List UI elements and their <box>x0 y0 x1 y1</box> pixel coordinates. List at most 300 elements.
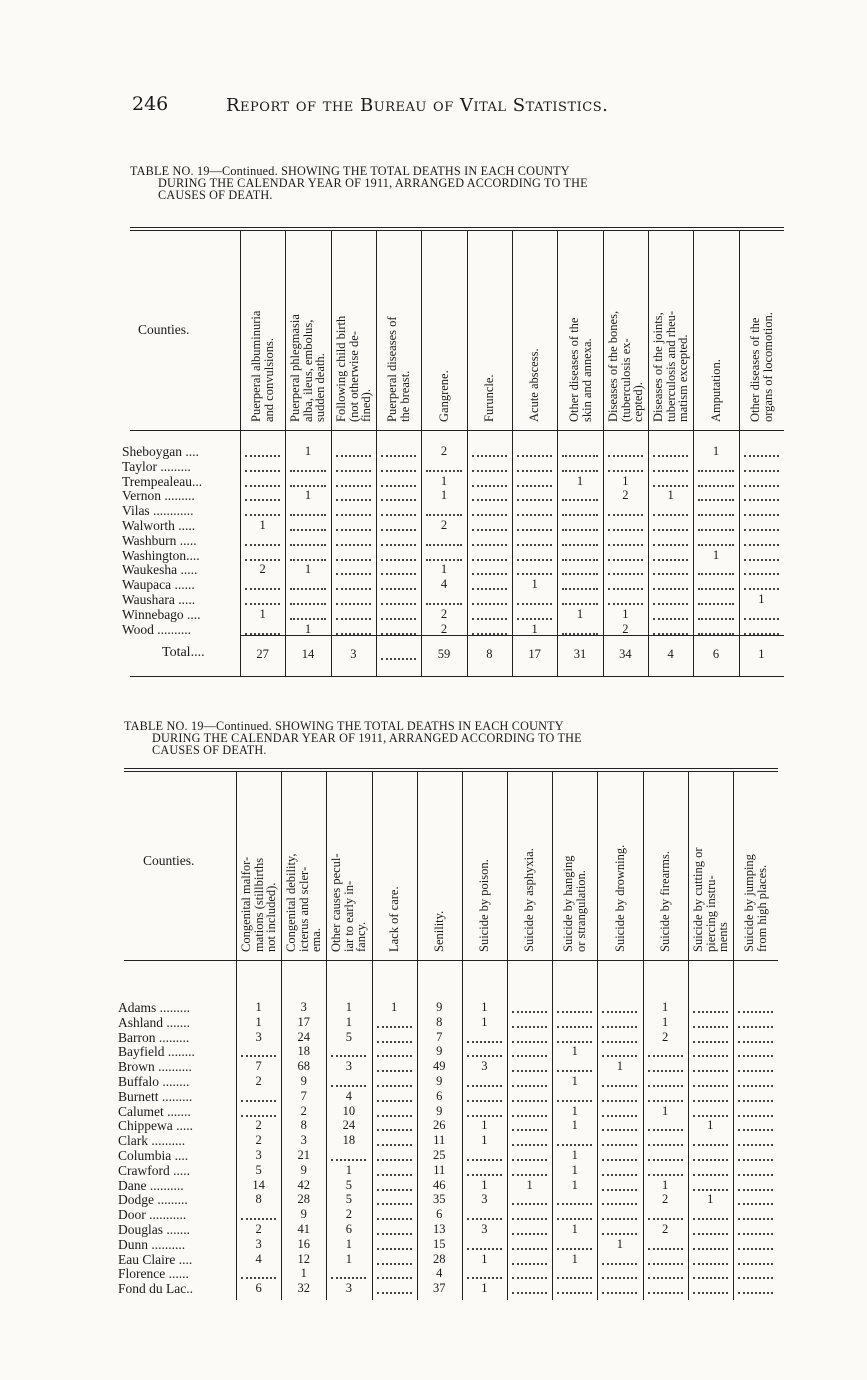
table2-empty-cell-dots <box>602 1263 637 1265</box>
table2-col-header-line: Senility. <box>432 910 446 952</box>
table2-empty-cell-dots <box>693 1248 728 1250</box>
table1-col-header-line: Amputation. <box>708 359 723 422</box>
table1-county-name: Taylor ......... <box>122 458 191 474</box>
table1-empty-cell-dots <box>245 588 280 590</box>
table2-empty-cell-dots <box>648 1218 683 1220</box>
table2-empty-cell-dots <box>648 1129 683 1131</box>
table1-empty-cell-dots <box>698 603 733 605</box>
table1-empty-cell-dots <box>381 603 416 605</box>
table2-col-header-line: Congenital malfor- <box>238 856 253 952</box>
table1-top-rule <box>130 227 784 228</box>
table2-empty-cell-dots <box>557 1070 592 1072</box>
table2-cell: 1 <box>481 1118 488 1133</box>
table2-cell: 24 <box>342 1118 356 1133</box>
table2-empty-cell-dots <box>241 1115 276 1117</box>
table2-empty-cell-dots <box>377 1115 412 1117</box>
table1-empty-cell-dots <box>290 544 325 546</box>
table2-empty-cell-dots <box>467 1218 502 1220</box>
table2-header-rule <box>124 960 778 961</box>
table2-top-rule-2 <box>124 771 778 772</box>
table2-empty-cell-dots <box>377 1203 412 1205</box>
table2-top-rule <box>124 768 778 769</box>
table2-empty-cell-dots <box>602 1189 637 1191</box>
table1-col-divider <box>739 231 740 676</box>
table2-col-header <box>240 857 278 952</box>
table2-empty-cell-dots <box>512 1026 547 1028</box>
table2-empty-cell-dots <box>377 1218 412 1220</box>
table2-cell: 2 <box>661 1029 669 1044</box>
table2-col-divider <box>507 772 508 1300</box>
table1-empty-cell-dots <box>562 514 597 516</box>
table1-cell: 2 <box>622 621 629 636</box>
table2-col-divider <box>733 772 734 1300</box>
table1-empty-cell-dots <box>653 529 688 531</box>
table2-cell: 1 <box>616 1236 624 1251</box>
table2-cell: 18 <box>297 1044 310 1059</box>
table1-county-name: Waukesha ..... <box>122 562 198 578</box>
table1-total-cell: 6 <box>712 647 720 661</box>
table1-empty-cell-dots <box>245 455 280 457</box>
table1-col-header-line: Puerperal albuminuria <box>249 310 264 422</box>
table1-col-header-line: fined). <box>358 389 373 422</box>
table1-empty-cell-dots <box>653 455 688 457</box>
table2-empty-cell-dots <box>693 1011 728 1013</box>
table2-col-header-line: mations (stillbirths <box>251 857 266 952</box>
table1-col-header-line: matism excepted. <box>675 334 690 422</box>
table2-cell: 3 <box>255 1029 262 1044</box>
table2-county-name: Columbia .... <box>118 1148 189 1163</box>
table2-empty-cell-dots <box>693 1100 728 1102</box>
table2-empty-cell-dots <box>738 1144 773 1146</box>
table2-cell: 3 <box>255 1148 262 1162</box>
table2-empty-cell-dots <box>557 1041 592 1043</box>
table2-cell: 14 <box>252 1177 265 1192</box>
table1-empty-cell-dots <box>698 514 733 516</box>
table2-empty-cell-dots <box>557 1248 592 1250</box>
table2-empty-cell-dots <box>512 1041 547 1043</box>
table2-empty-cell-dots <box>377 1263 412 1265</box>
table2-empty-cell-dots <box>512 1233 547 1235</box>
table2-empty-cell-dots <box>648 1277 683 1279</box>
table2-col-header-line: Suicide by firearms. <box>657 850 672 952</box>
table2-empty-cell-dots <box>738 1248 773 1250</box>
table2-empty-cell-dots <box>512 1055 547 1057</box>
table2-cell: 5 <box>345 1177 353 1192</box>
table1-empty-cell-dots <box>744 485 779 487</box>
table2-caption-line2: DURING THE CALENDAR YEAR OF 1911, ARRANGED ACCORDING TO THE <box>152 731 582 745</box>
table2-county-name: Dane .......... <box>118 1177 184 1193</box>
table2-empty-cell-dots <box>602 1011 637 1013</box>
table1-col-divider <box>467 231 468 676</box>
table2-county-name: Clark .......... <box>118 1133 186 1149</box>
table2-cell: 5 <box>345 1192 353 1207</box>
table1-empty-cell-dots <box>472 544 507 546</box>
table2-cell: 9 <box>300 1207 307 1222</box>
table2-col-header <box>388 886 401 952</box>
table2-empty-cell-dots <box>512 1115 547 1117</box>
table2-col-header <box>523 848 536 952</box>
table1-empty-cell-dots <box>472 618 507 620</box>
table2-col-header <box>330 853 368 952</box>
table1-total-cell: 1 <box>758 647 765 661</box>
table2-empty-cell-dots <box>377 1248 412 1250</box>
table1-empty-cell-dots <box>472 499 507 501</box>
table2-col-header-line: piercing instru- <box>703 875 717 952</box>
table1-col-header <box>710 359 723 422</box>
table2-empty-cell-dots <box>557 1144 592 1146</box>
table2-col-header-line: ema. <box>309 928 323 952</box>
table2-empty-cell-dots <box>377 1070 412 1072</box>
table1-county-name: Waushara ..... <box>122 592 196 607</box>
table2-empty-cell-dots <box>738 1085 773 1087</box>
table2-empty-cell-dots <box>693 1085 728 1087</box>
table1-empty-cell-dots <box>472 588 507 590</box>
table1-empty-cell-dots <box>744 588 779 590</box>
table1-empty-cell-dots <box>517 573 552 575</box>
table2-cell: 1 <box>661 1000 669 1014</box>
table2-cell: 1 <box>300 1266 307 1281</box>
table2-empty-cell-dots <box>241 1218 276 1220</box>
table2-empty-cell-dots <box>693 1218 728 1220</box>
table1-cell: 1 <box>622 473 629 488</box>
table1-col-header-line: and convulsions. <box>261 337 276 422</box>
table1-cell: 2 <box>440 621 448 636</box>
table2-cell: 46 <box>432 1177 446 1192</box>
table1-county-name: Waupaca ...... <box>122 577 195 593</box>
table2-empty-cell-dots <box>557 1203 592 1205</box>
table2-empty-cell-dots <box>557 1277 592 1279</box>
table1-empty-cell-dots <box>653 603 688 605</box>
table2-col-header-line: Suicide by hanging <box>561 855 576 952</box>
table1-empty-cell-dots <box>381 470 416 472</box>
table2-cell: 25 <box>432 1148 446 1162</box>
table2-cell: 28 <box>432 1251 446 1266</box>
table1-col-header-line: Acute abscess. <box>527 348 542 422</box>
table1-cell: 1 <box>531 621 538 636</box>
table1-col-header-line: tuberculosis and rheu- <box>663 310 678 422</box>
table2-empty-cell-dots <box>512 1070 547 1072</box>
table1-empty-cell-dots <box>381 485 416 487</box>
table2-cell: 42 <box>297 1177 310 1192</box>
table1-county-name: Walworth ..... <box>122 518 196 533</box>
table1-empty-cell-dots <box>517 470 552 472</box>
table2-cell: 11 <box>433 1162 446 1177</box>
table2-cell: 3 <box>481 1192 488 1207</box>
table1-col-header-line: Gangrene. <box>436 370 451 422</box>
table1-empty-cell-dots <box>336 485 371 487</box>
table2-cell: 3 <box>300 1000 307 1014</box>
table2-cell: 2 <box>345 1207 353 1222</box>
table1-empty-cell-dots <box>517 514 552 516</box>
table2-empty-cell-dots <box>693 1189 728 1191</box>
table2-empty-cell-dots <box>467 1159 502 1161</box>
table2-cell: 3 <box>300 1133 307 1148</box>
table1-empty-cell-dots <box>426 559 461 561</box>
table2-empty-cell-dots <box>467 1277 502 1279</box>
table2-empty-cell-dots <box>377 1174 412 1176</box>
table2-county-name: Bayfield ........ <box>118 1044 195 1060</box>
table2-cell: 26 <box>432 1118 446 1133</box>
table1-col-header-line: Following child birth <box>333 315 348 422</box>
table1-empty-cell-dots <box>562 529 597 531</box>
table2-cell: 12 <box>297 1251 310 1266</box>
table1-empty-cell-dots <box>245 559 280 561</box>
table1-empty-cell-dots <box>426 603 461 605</box>
table2-cell: 3 <box>345 1281 353 1296</box>
table1-bottom-rule <box>130 676 784 677</box>
table1-empty-cell-dots <box>608 573 643 575</box>
table1-cell: 1 <box>259 518 266 532</box>
table1-empty-cell-dots <box>562 603 597 605</box>
table2-empty-cell-dots <box>557 1011 592 1013</box>
table1-empty-cell-dots <box>744 618 779 620</box>
table2-county-name: Douglas ....... <box>118 1222 190 1237</box>
table2-empty-cell-dots <box>693 1115 728 1117</box>
table2-empty-cell-dots <box>241 1277 276 1279</box>
table1-empty-cell-dots <box>245 499 280 501</box>
table1-total-empty-dots <box>381 658 416 660</box>
table2-col-header-line: iar to early in- <box>341 880 356 952</box>
table2-empty-cell-dots <box>602 1085 637 1087</box>
table2-county-name: Brown .......... <box>118 1059 192 1075</box>
table1-col-divider <box>331 231 332 676</box>
table1-empty-cell-dots <box>245 514 280 516</box>
table2-county-name: Calumet ....... <box>118 1103 191 1119</box>
table1-empty-cell-dots <box>698 544 733 546</box>
table2-col-header <box>659 851 672 952</box>
table2-col-header <box>562 855 587 952</box>
table1-empty-cell-dots <box>336 573 371 575</box>
table2-empty-cell-dots <box>602 1129 637 1131</box>
table2-col-header <box>433 911 446 952</box>
table2-cell: 1 <box>481 1281 488 1296</box>
table1-counties-label: Counties. <box>138 322 190 337</box>
table2-county-name: Fond du Lac.. <box>118 1281 193 1297</box>
table2-empty-cell-dots <box>738 1129 773 1131</box>
table1-empty-cell-dots <box>472 514 507 516</box>
table1-empty-cell-dots <box>336 499 371 501</box>
table1-empty-cell-dots <box>472 559 507 561</box>
table2-col-header <box>743 854 768 952</box>
table2-cell: 2 <box>255 1133 262 1148</box>
table2-empty-cell-dots <box>512 1277 547 1279</box>
table2-empty-cell-dots <box>557 1100 592 1102</box>
table1-total-rule <box>240 635 784 636</box>
table1-col-header <box>568 318 593 422</box>
table1-empty-cell-dots <box>517 603 552 605</box>
table1-empty-cell-dots <box>698 618 733 620</box>
table1-col-header-line: (not otherwise de- <box>346 331 361 422</box>
table2-cell: 1 <box>345 1162 353 1177</box>
table2-empty-cell-dots <box>512 1263 547 1265</box>
table2-empty-cell-dots <box>602 1041 637 1043</box>
table1-empty-cell-dots <box>653 618 688 620</box>
table1-col-header <box>438 370 451 422</box>
table2-empty-cell-dots <box>377 1233 412 1235</box>
table2-cell: 11 <box>433 1133 446 1148</box>
table2-cell: 1 <box>616 1059 624 1074</box>
table2-cell: 6 <box>255 1281 262 1296</box>
table1-total-cell: 31 <box>573 647 587 661</box>
table2-cell: 1 <box>481 1014 488 1029</box>
table2-empty-cell-dots <box>467 1055 502 1057</box>
table2-empty-cell-dots <box>738 1026 773 1028</box>
table2-empty-cell-dots <box>602 1233 637 1235</box>
table2-empty-cell-dots <box>512 1100 547 1102</box>
table1-cell: 1 <box>440 562 448 577</box>
table1-county-name: Vernon ......... <box>122 488 195 504</box>
table2-col-header-line: Congenital debility, <box>284 853 298 952</box>
table2-empty-cell-dots <box>648 1070 683 1072</box>
table1-caption <box>130 165 790 201</box>
table2-empty-cell-dots <box>738 1070 773 1072</box>
table1-empty-cell-dots <box>562 573 597 575</box>
table2-cell: 28 <box>297 1192 310 1207</box>
table1-empty-cell-dots <box>608 470 643 472</box>
table1-empty-cell-dots <box>698 485 733 487</box>
table2-empty-cell-dots <box>738 1055 773 1057</box>
table1-county-name: Vilas ............ <box>122 503 194 519</box>
table1-empty-cell-dots <box>336 603 371 605</box>
table1-empty-cell-dots <box>517 485 552 487</box>
table2-empty-cell-dots <box>738 1189 773 1191</box>
table2-county-name: Barron ......... <box>118 1029 190 1045</box>
table1-cell: 1 <box>440 473 448 488</box>
table1-empty-cell-dots <box>381 514 416 516</box>
table1-empty-cell-dots <box>290 559 325 561</box>
table1-empty-cell-dots <box>426 470 461 472</box>
table1-empty-cell-dots <box>608 559 643 561</box>
table1-empty-cell-dots <box>608 588 643 590</box>
table2-cell: 6 <box>436 1207 443 1222</box>
table1-empty-cell-dots <box>290 529 325 531</box>
table2-col-header-line: Lack of care. <box>386 886 401 952</box>
table2-empty-cell-dots <box>557 1292 592 1294</box>
table2-cell: 18 <box>342 1133 356 1148</box>
table1-col-header-line: Puerperal phlegmasia <box>288 314 303 422</box>
table1-col-header <box>749 312 774 422</box>
table1-col-header-line: Puerperal diseases of <box>385 316 400 422</box>
table1-empty-cell-dots <box>653 588 688 590</box>
table2-cell: 1 <box>661 1103 669 1118</box>
table2-cell: 1 <box>571 1118 578 1133</box>
table2-cell: 9 <box>436 1044 443 1059</box>
table1-empty-cell-dots <box>336 514 371 516</box>
table2-cell: 2 <box>661 1192 669 1207</box>
table2-county-name: Buffalo ........ <box>118 1074 190 1089</box>
table1-empty-cell-dots <box>653 573 688 575</box>
table2-empty-cell-dots <box>693 1026 728 1028</box>
table2-empty-cell-dots <box>738 1263 773 1265</box>
table1-cell: 2 <box>622 488 629 503</box>
table1-col-header-line: Furuncle. <box>482 374 497 422</box>
table1-col-header-line: (tuberculosis ex- <box>618 338 633 422</box>
table2-empty-cell-dots <box>738 1011 773 1013</box>
table1-cell: 1 <box>576 606 584 621</box>
table1-cell: 1 <box>304 562 312 577</box>
table1-empty-cell-dots <box>562 499 597 501</box>
table2-cell: 68 <box>297 1059 310 1074</box>
table2-cell: 1 <box>571 1074 578 1088</box>
table2-cell: 1 <box>345 1000 353 1014</box>
table1-empty-cell-dots <box>744 470 779 472</box>
table2-cell: 2 <box>661 1222 669 1236</box>
table2-col-header-line: Other causes pecul- <box>329 853 344 952</box>
table2-empty-cell-dots <box>738 1233 773 1235</box>
table1-empty-cell-dots <box>336 544 371 546</box>
table2-caption <box>124 720 784 756</box>
table2-empty-cell-dots <box>693 1070 728 1072</box>
table1-empty-cell-dots <box>744 514 779 516</box>
table2-col-divider <box>597 772 598 1300</box>
table2-empty-cell-dots <box>377 1026 412 1028</box>
table2-empty-cell-dots <box>648 1085 683 1087</box>
table2-empty-cell-dots <box>512 1085 547 1087</box>
table2-county-name: Eau Claire .... <box>118 1251 193 1267</box>
table1-empty-cell-dots <box>744 499 779 501</box>
table1-empty-cell-dots <box>290 485 325 487</box>
table2-cell: 1 <box>481 1133 488 1148</box>
table1-empty-cell-dots <box>698 573 733 575</box>
table2-empty-cell-dots <box>738 1277 773 1279</box>
table2-empty-cell-dots <box>241 1055 276 1057</box>
table2-empty-cell-dots <box>602 1100 637 1102</box>
table2-cell: 2 <box>255 1222 262 1236</box>
table2-county-name: Burnett ......... <box>118 1088 193 1104</box>
table2-cell: 49 <box>432 1059 446 1074</box>
table2-cell: 1 <box>481 1000 488 1014</box>
table2-cell: 16 <box>297 1236 310 1251</box>
table1-empty-cell-dots <box>472 485 507 487</box>
table2-cell: 35 <box>432 1192 446 1207</box>
table1-empty-cell-dots <box>698 499 733 501</box>
table2-col-header-line: Suicide by drowning. <box>612 844 627 952</box>
table1-total-cell: 59 <box>437 647 451 661</box>
table2-empty-cell-dots <box>693 1292 728 1294</box>
table1-empty-cell-dots <box>608 455 643 457</box>
table2-empty-cell-dots <box>693 1144 728 1146</box>
table2-cell: 1 <box>345 1014 353 1029</box>
table2-county-name: Chippewa ..... <box>118 1118 193 1134</box>
table1-cell: 1 <box>259 606 266 621</box>
table1-caption-line2: DURING THE CALENDAR YEAR OF 1911, ARRANGED ACCORDING TO THE <box>158 176 588 190</box>
table2-cell: 7 <box>436 1029 443 1044</box>
table2-cell: 3 <box>255 1236 262 1251</box>
table2-cell: 2 <box>300 1103 307 1118</box>
table1-empty-cell-dots <box>653 485 688 487</box>
table2-col-header <box>692 848 730 953</box>
table2-cell: 1 <box>707 1118 714 1133</box>
table1-cell: 2 <box>440 518 448 532</box>
table1-empty-cell-dots <box>653 470 688 472</box>
table1-col-header-line: sudden death. <box>313 353 328 422</box>
table2-cell: 1 <box>345 1251 353 1266</box>
table2-cell: 17 <box>297 1014 310 1029</box>
table1-total-cell: 14 <box>301 647 315 661</box>
table2-cell: 1 <box>345 1236 353 1251</box>
table1-empty-cell-dots <box>562 588 597 590</box>
table2-empty-cell-dots <box>693 1055 728 1057</box>
table2-empty-cell-dots <box>602 1159 637 1161</box>
table2-empty-cell-dots <box>648 1055 683 1057</box>
table1-empty-cell-dots <box>744 573 779 575</box>
table1-col-header-line: Diseases of the bones, <box>605 310 620 422</box>
table1-col-header <box>483 374 496 422</box>
table2-empty-cell-dots <box>602 1218 637 1220</box>
table1-empty-cell-dots <box>290 618 325 620</box>
table2-cell: 2 <box>255 1118 262 1133</box>
table1-empty-cell-dots <box>698 529 733 531</box>
